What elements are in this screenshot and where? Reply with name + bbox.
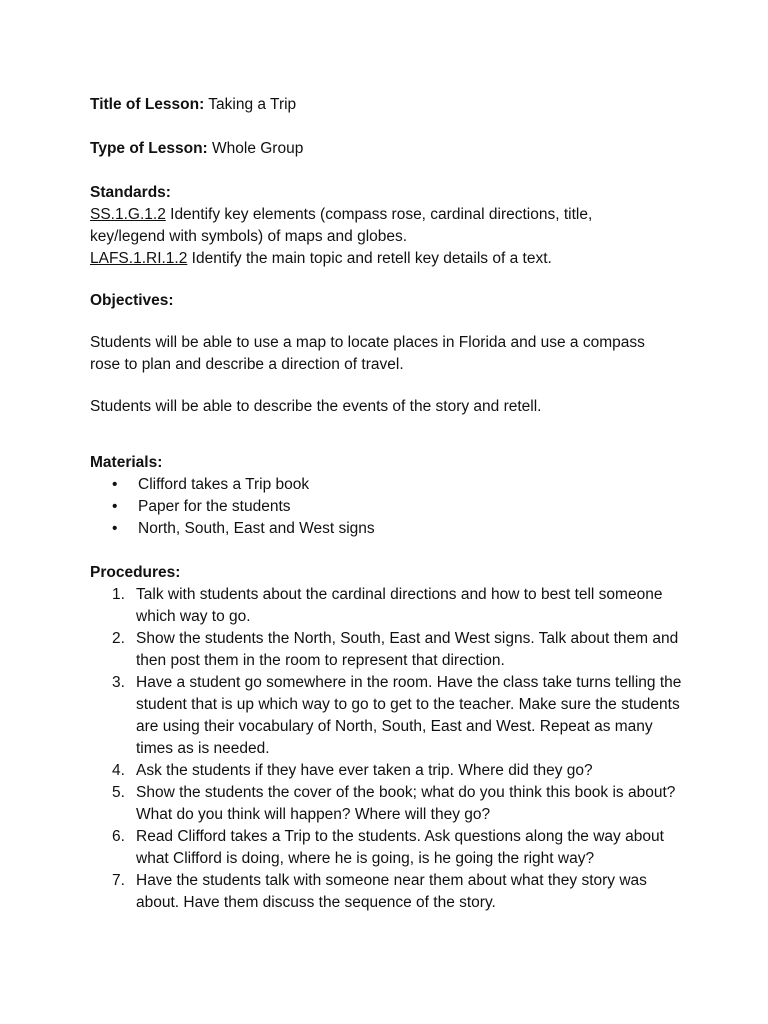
list-item <box>112 496 690 518</box>
lesson-title-label: Title of Lesson: <box>90 96 205 113</box>
procedure-step <box>90 870 690 914</box>
procedure-step <box>90 782 690 826</box>
step-text: Show the students the North, South, East and West signs. Talk about them and then post them in the room to represent that direction. <box>136 630 679 669</box>
standard-text: Identify the main topic and retell key details of a text. <box>187 250 552 267</box>
materials-heading: Materials: <box>90 454 163 471</box>
bullet-icon: • <box>112 476 118 493</box>
procedure-step <box>90 826 690 870</box>
objective-paragraph-line: Students will be able to use a map to locate places in Florida and use a compass <box>90 334 645 351</box>
procedures-heading: Procedures: <box>90 564 181 581</box>
step-number: 5. <box>112 784 125 801</box>
step-number: 2. <box>112 630 125 647</box>
step-number: 6. <box>112 828 125 845</box>
step-text: Have the students talk with someone near them about what they story was about. Have them discuss the sequence of the story. <box>136 872 647 911</box>
procedures-list <box>90 584 690 914</box>
step-text: Ask the students if they have ever taken a trip. Where did they go? <box>136 762 593 779</box>
step-text: Talk with students about the cardinal directions and how to best tell someone which way to go. <box>136 586 663 625</box>
bullet-icon: • <box>112 498 118 515</box>
step-number: 7. <box>112 872 125 889</box>
objective-paragraph-line: rose to plan and describe a direction of travel. <box>90 356 404 373</box>
lesson-title-line <box>90 94 690 116</box>
standard-item <box>90 248 690 270</box>
materials-section <box>90 452 690 540</box>
step-text: Read Clifford takes a Trip to the students. Ask questions along the way about what Clifford is doing, where he is going, is he going the right way? <box>136 828 664 867</box>
standards-heading: Standards: <box>90 184 171 201</box>
standard-code: SS.1.G.1.2 <box>90 206 166 223</box>
step-number: 3. <box>112 674 125 691</box>
procedure-step <box>90 672 690 760</box>
step-number: 1. <box>112 586 125 603</box>
lesson-type-label: Type of Lesson: <box>90 140 208 157</box>
standard-item <box>90 204 690 226</box>
material-text: North, South, East and West signs <box>138 520 375 537</box>
list-item <box>112 518 690 540</box>
list-item <box>112 474 690 496</box>
procedures-section <box>90 562 690 914</box>
lesson-plan-body <box>90 94 690 914</box>
lesson-title-value: Taking a Trip <box>204 96 297 113</box>
material-text: Paper for the students <box>138 498 291 515</box>
standard-text: Identify key elements (compass rose, cardinal directions, title, <box>165 206 593 223</box>
step-text: Have a student go somewhere in the room. Have the class take turns telling the student that is up which way to go to get to the teacher. Make sure the students are using their vocabulary of North, South, East and West. Repeat as many times as is needed. <box>136 674 682 757</box>
step-number: 4. <box>112 762 125 779</box>
objective-paragraph: Students will be able to describe the events of the story and retell. <box>90 398 542 415</box>
standards-section <box>90 182 690 270</box>
standard-text-continued: key/legend with symbols) of maps and globes. <box>90 228 408 245</box>
procedure-step <box>90 760 690 782</box>
bullet-icon: • <box>112 520 118 537</box>
materials-list <box>90 474 690 540</box>
objectives-heading: Objectives: <box>90 292 174 309</box>
procedure-step <box>90 628 690 672</box>
lesson-type-line <box>90 138 690 160</box>
objectives-section <box>90 290 690 418</box>
procedure-step <box>90 584 690 628</box>
lesson-type-value: Whole Group <box>207 140 304 157</box>
material-text: Clifford takes a Trip book <box>138 476 310 493</box>
step-text: Show the students the cover of the book; what do you think this book is about? What do you think will happen? Where will they go? <box>136 784 676 823</box>
standard-code: LAFS.1.RI.1.2 <box>90 250 188 267</box>
